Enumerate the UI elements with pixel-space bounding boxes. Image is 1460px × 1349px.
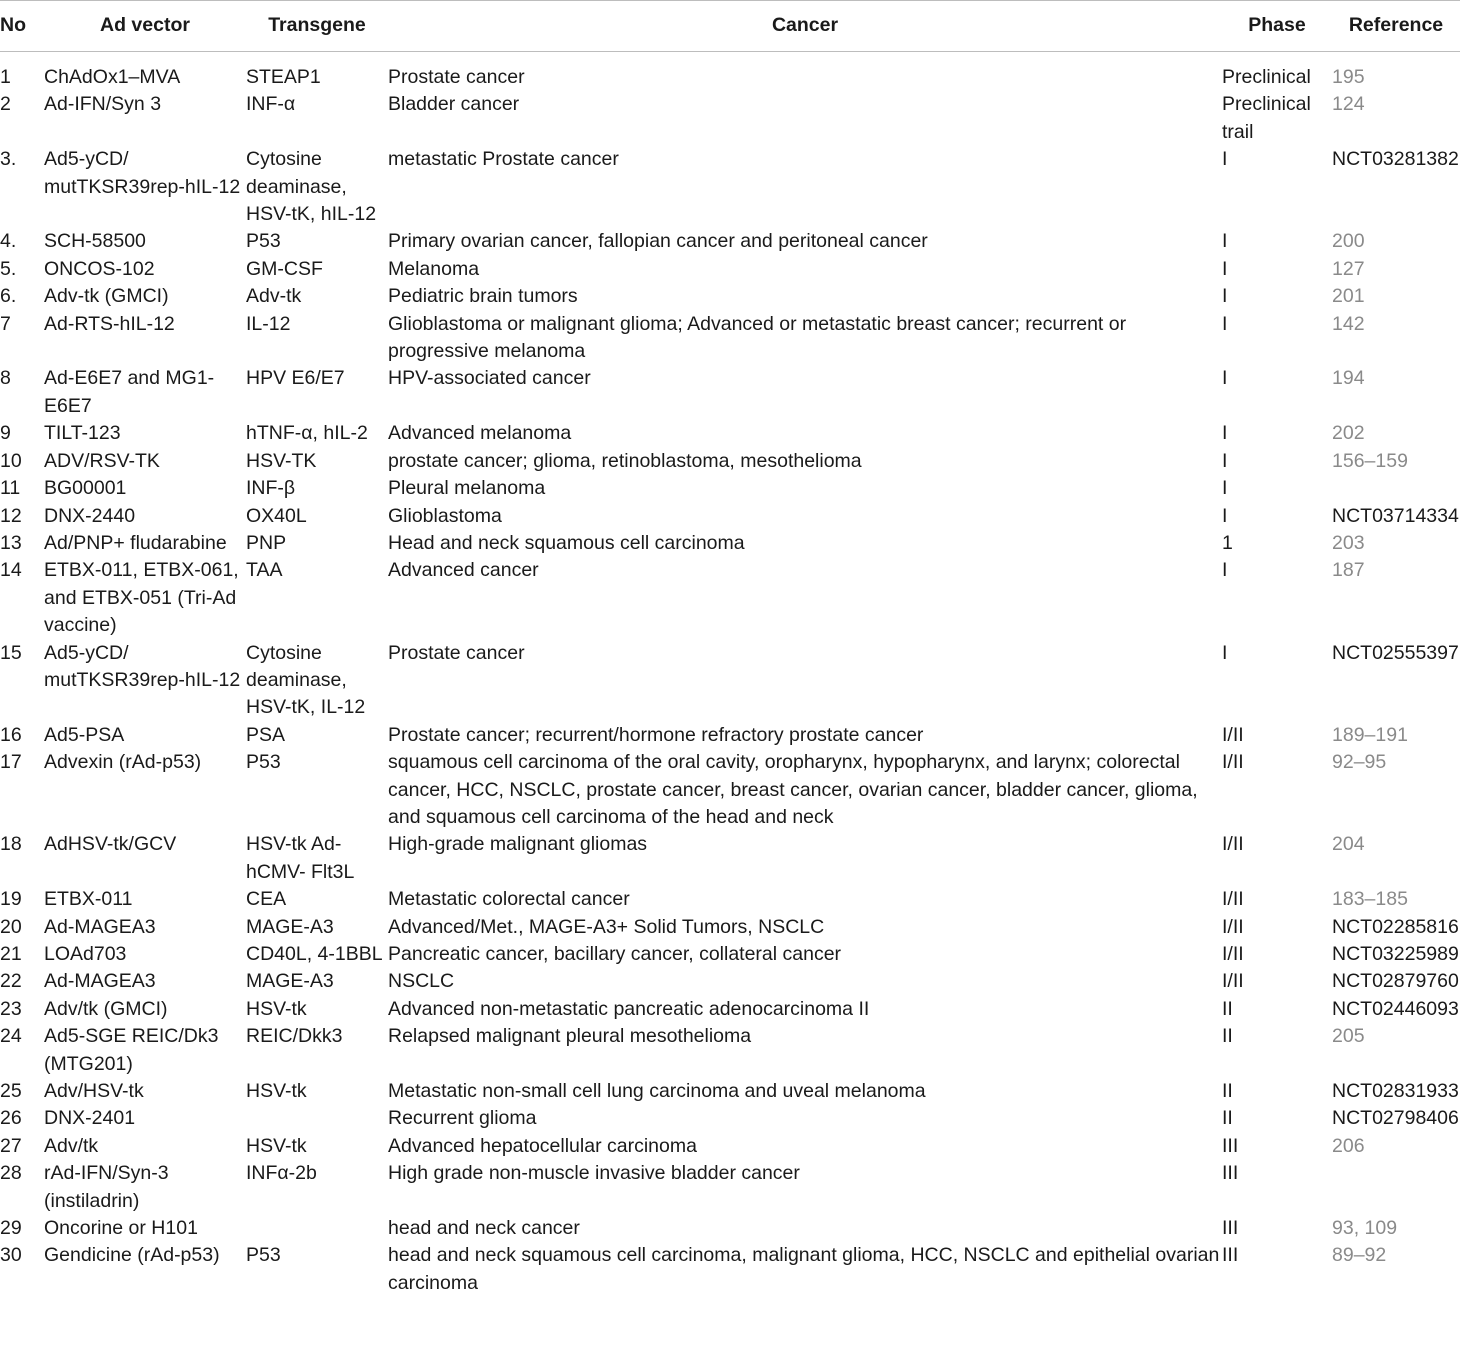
table-row xyxy=(0,1160,1460,1215)
cell-reference[interactable]: 156–159 xyxy=(1332,449,1408,472)
cell-transgene: MAGE-A3 xyxy=(246,970,334,993)
cell-reference: NCT03281382 xyxy=(1332,148,1459,171)
cell-phase: 1 xyxy=(1222,531,1233,554)
cell-cancer: NSCLC xyxy=(388,970,455,993)
cell-phase: I/II xyxy=(1222,943,1244,965)
cell-no: 13 xyxy=(0,531,22,554)
cell-ad-vector: Ad-MAGEA3 xyxy=(44,970,156,993)
cell-transgene: GM-CSF xyxy=(246,257,323,280)
cell-transgene: HSV-TK xyxy=(246,449,317,472)
table-row xyxy=(0,311,1460,366)
cell-no: 30 xyxy=(0,1244,22,1267)
table-row xyxy=(0,1105,1460,1132)
cell-reference[interactable]: 89–92 xyxy=(1332,1244,1387,1267)
cell-ad-vector: DNX-2440 xyxy=(44,504,136,527)
cell-ad-vector: Oncorine or H101 xyxy=(44,1217,198,1240)
header-reference: Reference xyxy=(1332,1,1460,52)
cell-reference xyxy=(1332,1160,1460,1215)
cell-ad-vector: Adv-tk (GMCI) xyxy=(44,285,169,308)
cell-phase: III xyxy=(1222,1244,1239,1267)
cell-cancer: Metastatic colorectal cancer xyxy=(388,888,630,911)
cell-no: 7 xyxy=(0,312,11,335)
table-row xyxy=(0,420,1460,447)
cell-transgene: HSV-tk xyxy=(246,1080,307,1103)
cell-transgene: Cytosine deaminase, HSV-tK, hIL-12 xyxy=(246,148,377,226)
table-row xyxy=(0,256,1460,283)
cell-reference: NCT02555397 xyxy=(1332,641,1459,664)
cell-transgene: INFα-2b xyxy=(246,1162,317,1185)
table-row xyxy=(0,1078,1460,1105)
cell-no: 25 xyxy=(0,1080,22,1103)
cell-transgene: PSA xyxy=(246,723,286,746)
table-row xyxy=(0,640,1460,722)
cell-transgene: HSV-tk Ad-hCMV- Flt3L xyxy=(246,833,355,883)
cell-phase: I xyxy=(1222,285,1228,308)
table-row xyxy=(0,1242,1460,1303)
cell-transgene: HSV-tk xyxy=(246,997,307,1020)
cell-ad-vector: ETBX-011 xyxy=(44,888,133,911)
cell-transgene: CEA xyxy=(246,888,287,911)
table-row xyxy=(0,996,1460,1023)
cell-transgene: Adv-tk xyxy=(246,285,302,308)
cell-reference[interactable]: 201 xyxy=(1332,285,1365,308)
cell-phase: I xyxy=(1222,230,1228,253)
cell-reference[interactable]: 93, 109 xyxy=(1332,1217,1398,1240)
cell-reference[interactable]: 203 xyxy=(1332,531,1365,554)
cell-cancer: Prostate cancer xyxy=(388,641,525,664)
header-row xyxy=(0,1,1460,52)
table-row xyxy=(0,1133,1460,1160)
cell-ad-vector: Ad5-yCD/ mutTKSR39rep-hIL-12 xyxy=(44,641,241,691)
cell-cancer: Bladder cancer xyxy=(388,93,520,116)
cell-no: 29 xyxy=(0,1217,22,1240)
cell-phase: Preclinical xyxy=(1222,66,1311,88)
cell-ad-vector: Ad5-SGE REIC/Dk3 (MTG201) xyxy=(44,1025,219,1075)
cell-no: 21 xyxy=(0,943,22,965)
cell-ad-vector: rAd-IFN/Syn-3 (instiladrin) xyxy=(44,1162,169,1212)
cell-cancer: prostate cancer; glioma, retinoblastoma, mesothelioma xyxy=(388,449,862,472)
table-row xyxy=(0,1023,1460,1078)
table-row xyxy=(0,91,1460,146)
cell-cancer: Pleural melanoma xyxy=(388,477,546,500)
cell-no: 18 xyxy=(0,833,22,856)
cell-ad-vector: ONCOS-102 xyxy=(44,257,155,280)
cell-no: 22 xyxy=(0,970,22,993)
table-row xyxy=(0,448,1460,475)
cell-no: 16 xyxy=(0,723,22,746)
cell-reference[interactable]: 200 xyxy=(1332,230,1365,253)
cell-transgene: P53 xyxy=(246,230,281,253)
cell-no: 28 xyxy=(0,1162,22,1185)
table-header xyxy=(0,1,1460,52)
cell-phase: III xyxy=(1222,1134,1239,1157)
cell-reference: NCT03714334 xyxy=(1332,504,1459,527)
cell-phase: I xyxy=(1222,367,1228,390)
cell-ad-vector: Ad/PNP+ fludarabine xyxy=(44,531,227,554)
cell-reference[interactable]: 202 xyxy=(1332,422,1365,445)
cell-reference xyxy=(1332,475,1460,502)
table-row xyxy=(0,831,1460,886)
cell-ad-vector: Ad-IFN/Syn 3 xyxy=(44,93,162,116)
table-row xyxy=(0,503,1460,530)
cell-ad-vector: Advexin (rAd-p53) xyxy=(44,751,202,774)
cell-no: 19 xyxy=(0,888,22,911)
table-row xyxy=(0,749,1460,831)
cell-ad-vector: Ad5-yCD/ mutTKSR39rep-hIL-12 xyxy=(44,148,241,198)
cell-ad-vector: Adv/tk (GMCI) xyxy=(44,997,168,1020)
cell-phase: I/II xyxy=(1222,915,1244,938)
cell-transgene: hTNF-α, hIL-2 xyxy=(246,422,368,445)
table-row xyxy=(0,557,1460,639)
cell-cancer: Primary ovarian cancer, fallopian cancer and peritoneal cancer xyxy=(388,230,928,253)
cell-no: 9 xyxy=(0,422,11,445)
cell-no: 24 xyxy=(0,1025,22,1048)
cell-phase: II xyxy=(1222,1025,1233,1048)
cell-ad-vector: DNX-2401 xyxy=(44,1107,136,1130)
header-ad-vector: Ad vector xyxy=(44,1,246,52)
cell-cancer: squamous cell carcinoma of the oral cavity, oropharynx, hypopharynx, and larynx; colorectal cancer, HCC, NSCLC, prostate cancer, breast cancer, ovarian cancer, bladder cancer, glioma, and squamous cell carcinoma of the head and neck xyxy=(388,751,1198,828)
cell-phase: II xyxy=(1222,1107,1233,1130)
table-row xyxy=(0,146,1460,228)
cell-phase: I xyxy=(1222,504,1228,527)
cell-reference: NCT03225989 xyxy=(1332,943,1459,965)
cell-reference[interactable]: 194 xyxy=(1332,367,1365,390)
cell-transgene: Cytosine deaminase, HSV-tK, IL-12 xyxy=(246,641,366,719)
cell-no: 26 xyxy=(0,1107,22,1130)
cell-phase: II xyxy=(1222,997,1233,1020)
cell-reference: NCT02285816 xyxy=(1332,915,1459,938)
cell-ad-vector: AdHSV-tk/GCV xyxy=(44,833,177,856)
cell-transgene: STEAP1 xyxy=(246,66,321,88)
cell-transgene: PNP xyxy=(246,531,287,554)
cell-phase: I xyxy=(1222,148,1228,171)
cell-phase: I xyxy=(1222,422,1228,445)
table-row xyxy=(0,283,1460,310)
cell-cancer: Glioblastoma xyxy=(388,504,502,527)
cell-cancer: Melanoma xyxy=(388,257,480,280)
header-phase: Phase xyxy=(1222,1,1332,52)
cell-cancer: metastatic Prostate cancer xyxy=(388,148,619,171)
cell-ad-vector: SCH-58500 xyxy=(44,230,146,253)
cell-transgene: IL-12 xyxy=(246,312,291,335)
cell-phase: I xyxy=(1222,312,1228,335)
cell-no: 17 xyxy=(0,751,22,774)
cell-cancer: Advanced/Met., MAGE-A3+ Solid Tumors, NSCLC xyxy=(388,915,825,938)
cell-transgene: INF-β xyxy=(246,477,296,500)
cell-ad-vector: Ad5-PSA xyxy=(44,723,125,746)
cell-no: 5. xyxy=(0,257,17,280)
cell-no: 2 xyxy=(0,93,11,116)
cell-phase: III xyxy=(1222,1217,1239,1240)
cell-no: 10 xyxy=(0,449,22,472)
table-row xyxy=(0,886,1460,913)
cell-transgene xyxy=(246,1215,388,1242)
table-body xyxy=(0,52,1460,1304)
cell-reference[interactable]: 127 xyxy=(1332,257,1365,280)
cell-ad-vector: ETBX-011, ETBX-061, and ETBX-051 (Tri-Ad vaccine) xyxy=(44,559,239,637)
cell-no: 23 xyxy=(0,997,22,1020)
cell-phase: Preclinical trail xyxy=(1222,93,1311,143)
table-row xyxy=(0,968,1460,995)
cell-no: 14 xyxy=(0,559,22,582)
cell-transgene: CD40L, 4-1BBL xyxy=(246,943,383,965)
cell-cancer: Metastatic non-small cell lung carcinoma and uveal melanoma xyxy=(388,1080,926,1103)
cell-cancer: Prostate cancer xyxy=(388,66,525,88)
table-row xyxy=(0,52,1460,92)
table-row xyxy=(0,1215,1460,1242)
table-row xyxy=(0,914,1460,941)
cell-no: 4. xyxy=(0,230,17,253)
cell-reference[interactable]: 195 xyxy=(1332,66,1365,88)
cell-ad-vector: Gendicine (rAd-p53) xyxy=(44,1244,220,1267)
cell-cancer: Recurrent glioma xyxy=(388,1107,537,1130)
cell-ad-vector: Adv/HSV-tk xyxy=(44,1080,144,1103)
cell-reference: NCT02879760 xyxy=(1332,970,1459,993)
cell-ad-vector: ADV/RSV-TK xyxy=(44,449,160,472)
cell-transgene: TAA xyxy=(246,559,283,582)
cell-no: 6. xyxy=(0,285,17,308)
cell-cancer: Advanced cancer xyxy=(388,559,539,582)
cell-cancer: head and neck squamous cell carcinoma, malignant glioma, HCC, NSCLC and epithelial ovarian carcinoma xyxy=(388,1244,1220,1294)
cell-phase: II xyxy=(1222,1080,1233,1103)
cell-cancer: head and neck cancer xyxy=(388,1217,580,1240)
cell-cancer: Relapsed malignant pleural mesothelioma xyxy=(388,1025,752,1048)
cell-ad-vector: LOAd703 xyxy=(44,943,127,965)
cell-no: 11 xyxy=(0,477,21,500)
cell-phase: I xyxy=(1222,257,1228,280)
cell-cancer: High-grade malignant gliomas xyxy=(388,833,648,856)
cell-cancer: Head and neck squamous cell carcinoma xyxy=(388,531,745,554)
cell-ad-vector: Adv/tk xyxy=(44,1134,99,1157)
cell-no: 12 xyxy=(0,504,22,527)
cell-reference[interactable]: 189–191 xyxy=(1332,723,1408,746)
cell-ad-vector: ChAdOx1–MVA xyxy=(44,66,181,88)
table-row xyxy=(0,941,1460,968)
header-transgene: Transgene xyxy=(246,1,388,52)
cell-cancer: Pediatric brain tumors xyxy=(388,285,578,308)
table-row xyxy=(0,365,1460,420)
cell-reference: NCT02831933 xyxy=(1332,1080,1459,1103)
cell-reference[interactable]: 187 xyxy=(1332,559,1365,582)
cell-phase: I/II xyxy=(1222,723,1244,746)
cell-transgene: P53 xyxy=(246,1244,281,1267)
cell-cancer: Advanced melanoma xyxy=(388,422,572,445)
cell-phase: I xyxy=(1222,449,1228,472)
cell-cancer: Glioblastoma or malignant glioma; Advanced or metastatic breast cancer; recurrent or progressive melanoma xyxy=(388,312,1127,363)
cell-transgene: HSV-tk xyxy=(246,1134,307,1157)
cell-no: 15 xyxy=(0,641,22,664)
cell-reference: NCT02798406 xyxy=(1332,1107,1459,1130)
cell-transgene: HPV E6/E7 xyxy=(246,367,345,390)
cell-phase: I/II xyxy=(1222,833,1244,856)
cell-ad-vector: Ad-E6E7 and MG1-E6E7 xyxy=(44,367,215,417)
header-no: No xyxy=(0,1,44,52)
cell-phase: I/II xyxy=(1222,751,1244,774)
cell-reference: NCT02446093 xyxy=(1332,997,1459,1020)
table-row xyxy=(0,722,1460,749)
cell-no: 3. xyxy=(0,148,17,171)
cell-reference[interactable]: 142 xyxy=(1332,312,1365,335)
cell-ad-vector: Ad-MAGEA3 xyxy=(44,915,156,938)
cell-transgene xyxy=(246,1105,388,1132)
cell-transgene: P53 xyxy=(246,751,281,774)
cell-phase: III xyxy=(1222,1162,1239,1185)
cell-transgene: MAGE-A3 xyxy=(246,915,334,938)
cell-cancer: Pancreatic cancer, bacillary cancer, collateral cancer xyxy=(388,943,842,965)
cell-phase: I xyxy=(1222,477,1228,500)
cell-transgene: OX40L xyxy=(246,504,307,527)
cell-ad-vector: Ad-RTS-hIL-12 xyxy=(44,312,175,335)
table-row xyxy=(0,475,1460,502)
cell-reference[interactable]: 205 xyxy=(1332,1025,1365,1048)
cell-no: 8 xyxy=(0,367,11,390)
cell-cancer: HPV-associated cancer xyxy=(388,367,591,390)
cell-phase: I xyxy=(1222,559,1228,582)
cell-reference[interactable]: 183–185 xyxy=(1332,888,1408,911)
cell-ad-vector: BG00001 xyxy=(44,477,127,500)
cell-ad-vector: TILT-123 xyxy=(44,422,121,445)
cell-transgene: REIC/Dkk3 xyxy=(246,1025,343,1048)
cell-phase: I/II xyxy=(1222,888,1244,911)
cell-no: 1 xyxy=(0,66,11,88)
header-cancer: Cancer xyxy=(388,1,1222,52)
cell-reference[interactable]: 92–95 xyxy=(1332,751,1387,774)
cell-cancer: High grade non-muscle invasive bladder cancer xyxy=(388,1162,800,1185)
cell-no: 27 xyxy=(0,1134,22,1157)
cell-reference[interactable]: 204 xyxy=(1332,833,1365,856)
cell-cancer: Advanced non-metastatic pancreatic adenocarcinoma II xyxy=(388,997,870,1020)
cell-cancer: Advanced hepatocellular carcinoma xyxy=(388,1134,697,1157)
cell-reference[interactable]: 206 xyxy=(1332,1134,1365,1157)
table-row xyxy=(0,530,1460,557)
cell-phase: I/II xyxy=(1222,970,1244,993)
table-row xyxy=(0,228,1460,255)
cell-reference[interactable]: 124 xyxy=(1332,93,1365,116)
cell-phase: I xyxy=(1222,641,1228,664)
cell-transgene: INF-α xyxy=(246,93,296,116)
cell-cancer: Prostate cancer; recurrent/hormone refractory prostate cancer xyxy=(388,723,924,746)
cell-no: 20 xyxy=(0,915,22,938)
